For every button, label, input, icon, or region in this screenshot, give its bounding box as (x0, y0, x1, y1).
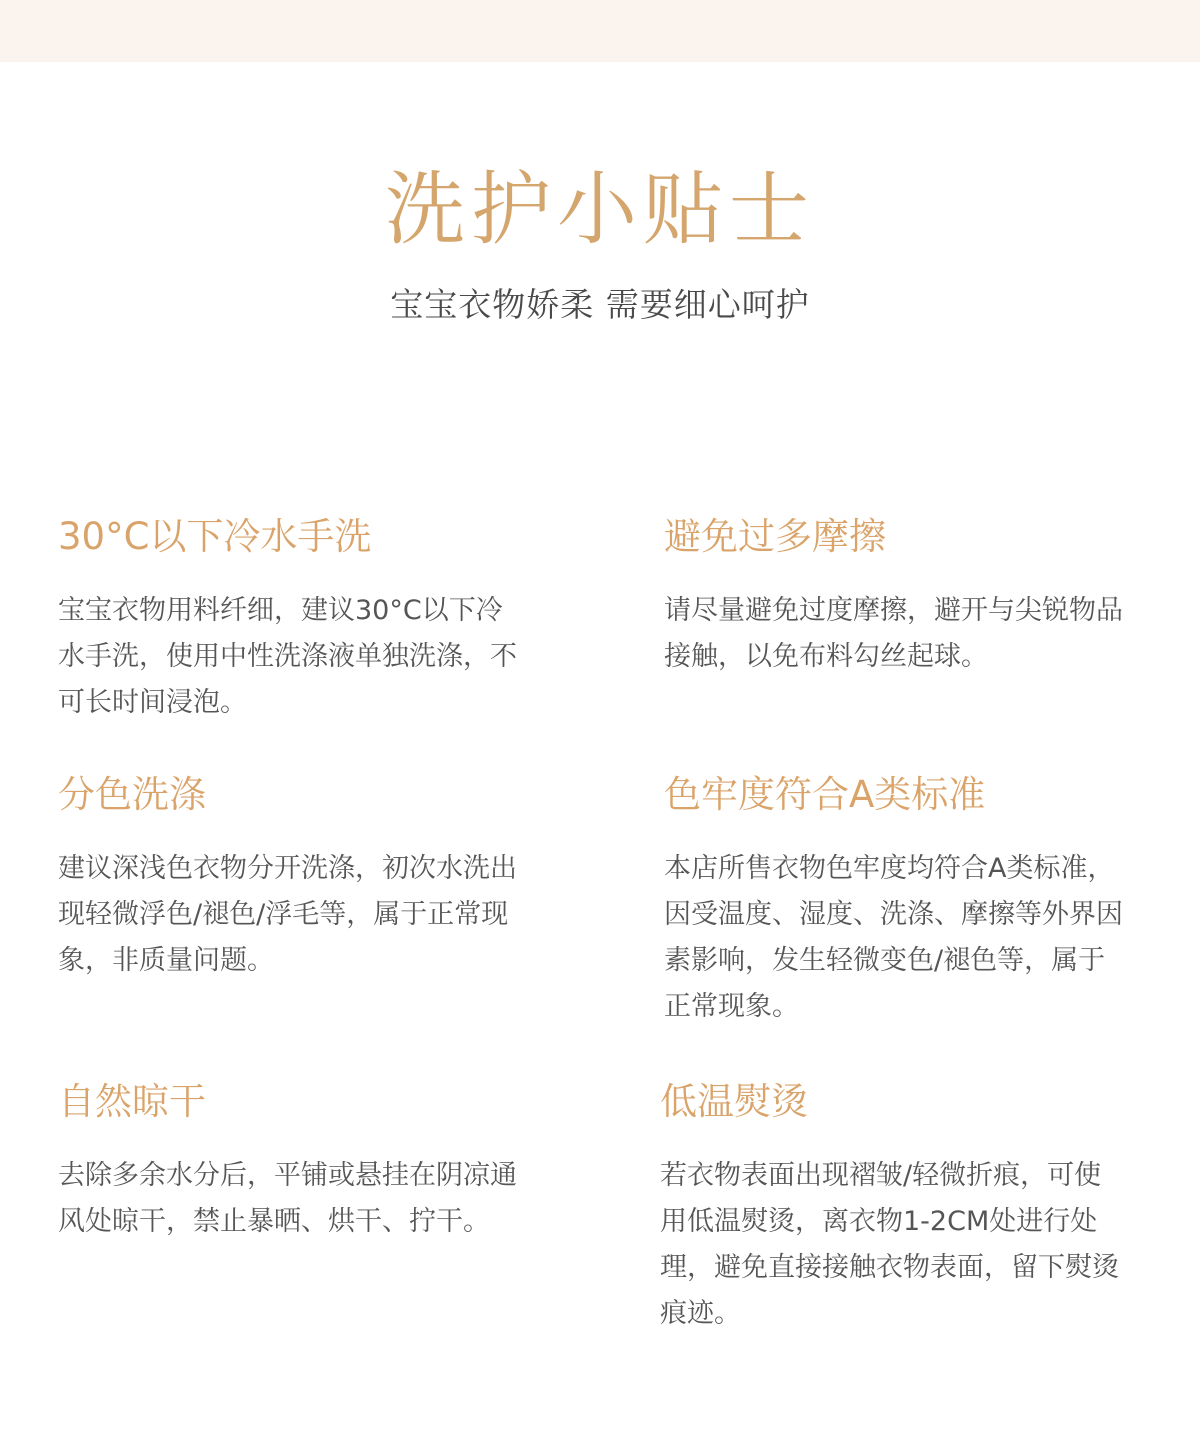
tip-heading: 色牢度符合A类标准 (664, 773, 986, 816)
tip-heading: 避免过多摩擦 (664, 515, 886, 558)
tip-color-fastness (664, 770, 1134, 1030)
tip-body: 宝宝衣物用料纤细，建议30°C以下冷水手洗，使用中性洗涤液单独洗涤，不可长时间浸泡。 (58, 595, 517, 718)
tip-air-dry (58, 1077, 528, 1245)
tip-cold-hand-wash (58, 512, 528, 726)
tip-low-temp-ironing (660, 1077, 1130, 1337)
tip-heading: 自然晾干 (58, 1080, 206, 1123)
tip-body: 请尽量避免过度摩擦，避开与尖锐物品接触，以免布料勾丝起球。 (664, 595, 1123, 672)
page-subtitle: 宝宝衣物娇柔 需要细心呵护 (390, 285, 810, 324)
tip-avoid-friction (664, 512, 1134, 680)
tip-body: 若衣物表面出现褶皱/轻微折痕，可使用低温熨烫，离衣物1-2CM处进行处理，避免直接接触衣物表面，留下熨烫痕迹。 (660, 1160, 1119, 1329)
tip-heading: 30°C以下冷水手洗 (58, 515, 372, 558)
tip-heading: 低温熨烫 (660, 1080, 808, 1123)
top-band (0, 0, 1200, 62)
tip-body: 建议深浅色衣物分开洗涤，初次水洗出现轻微浮色/褪色/浮毛等，属于正常现象，非质量问题。 (58, 853, 517, 976)
tip-heading: 分色洗涤 (58, 773, 206, 816)
tip-body: 本店所售衣物色牢度均符合A类标准，因受温度、湿度、洗涤、摩擦等外界因素影响，发生轻微变色/褪色等，属于正常现象。 (664, 853, 1123, 1022)
tip-body: 去除多余水分后，平铺或悬挂在阴凉通风处晾干，禁止暴晒、烘干、拧干。 (58, 1160, 517, 1237)
tip-separate-colors (58, 770, 528, 984)
page-title: 洗护小贴士 (385, 163, 815, 256)
